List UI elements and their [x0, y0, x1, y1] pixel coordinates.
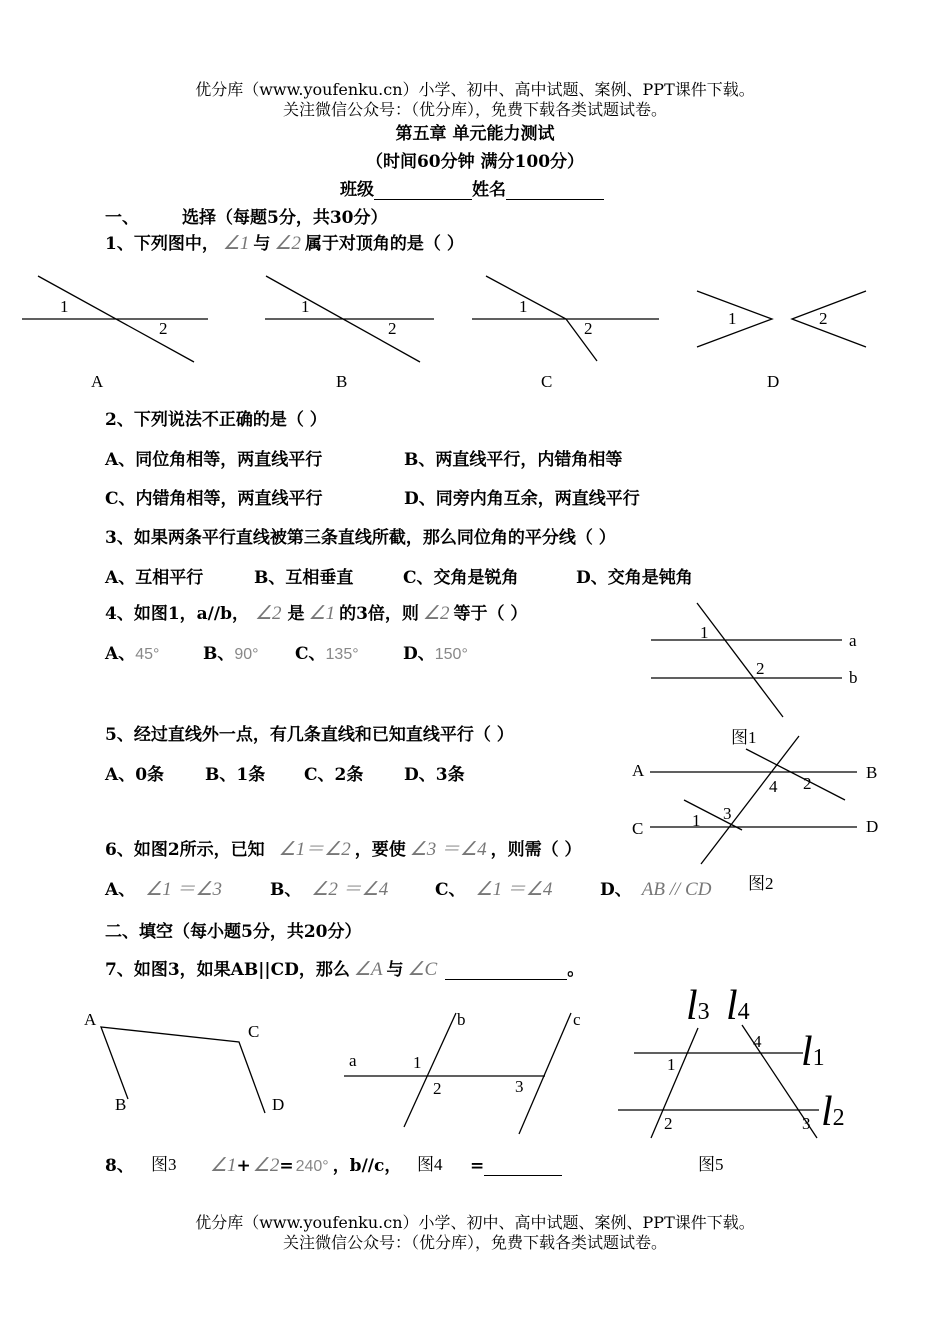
fig4-label-b: b — [457, 1010, 466, 1029]
q6-option-d-value: AB // CD — [641, 879, 712, 900]
q7-mid: 与 — [386, 960, 404, 980]
q1c-label-2: 2 — [584, 319, 593, 338]
fig1-label-1: 1 — [700, 623, 709, 642]
value-240: 240° — [295, 1158, 329, 1175]
q4-post: 等于（ ） — [453, 604, 528, 624]
fig2-caption: 图2 — [748, 874, 774, 893]
fig2-transversal — [701, 736, 799, 864]
q1-pre: 1、下列图中， — [105, 234, 219, 254]
angle-2-symbol: ∠2 — [254, 603, 282, 624]
q7-end: 。 — [567, 960, 585, 980]
q1a-label-1: 1 — [60, 297, 69, 316]
q3-stem: 3、如果两条平行直线被第三条直线所截，那么同位角的平分线（ ） — [105, 528, 616, 548]
fig5-caption: 图5 — [698, 1155, 724, 1174]
q6-option-c[interactable]: C、 ∠1 ＝∠4 — [435, 879, 553, 900]
name-label: 姓名 — [472, 180, 506, 200]
q8-answer: = — [470, 1156, 562, 1176]
q2-stem: 2、下列说法不正确的是（ ） — [105, 410, 327, 430]
q6-option-d[interactable]: D、 AB // CD — [600, 879, 712, 900]
fig3-caption: 图3 — [151, 1155, 177, 1174]
section1-label: 一、 — [105, 208, 139, 228]
page-title: 第五章 单元能力测试 — [395, 124, 555, 144]
fig1-label-b: b — [849, 668, 858, 687]
fig5-label-l1: l1 — [801, 1029, 825, 1075]
q1d-right-angle — [792, 291, 866, 347]
fig5-label-2: 2 — [664, 1114, 673, 1133]
q6-option-c-value: ∠1 ＝∠4 — [475, 879, 553, 900]
q1b-label-1: 1 — [301, 297, 310, 316]
q4-option-a[interactable]: A、45° — [105, 644, 160, 664]
fig4-label-1: 1 — [413, 1053, 422, 1072]
header-line-1: 优分库（www.youfenku.cn）小学、初中、高中试题、案例、PPT课件下载。 — [195, 80, 755, 99]
q1-post: 属于对顶角的是（ ） — [304, 234, 464, 254]
class-label: 班级 — [340, 180, 374, 200]
q5-option-c[interactable]: C、2条 — [304, 765, 364, 785]
q8-mid: ，b//c， — [332, 1156, 402, 1176]
q6-mid: ，要使 — [354, 840, 406, 860]
fig1-label-2: 2 — [756, 659, 765, 678]
q6-option-a[interactable]: A、 ∠1 ＝∠3 — [105, 879, 223, 900]
value-135: 135° — [325, 646, 359, 663]
q3-option-c[interactable]: C、交角是锐角 — [403, 568, 519, 588]
q4-pre: 4、如图1，a//b， — [105, 604, 249, 624]
q2-option-c[interactable]: C、内错角相等，两直线平行 — [105, 489, 323, 509]
q5-stem: 5、经过直线外一点，有几条直线和已知直线平行（ ） — [105, 725, 514, 745]
q5-option-b[interactable]: B、1条 — [205, 765, 266, 785]
fig1-caption: 图1 — [731, 728, 757, 747]
footer-line-1: 优分库（www.youfenku.cn）小学、初中、高中试题、案例、PPT课件下载。 — [195, 1213, 755, 1232]
q1-option-a[interactable]: A — [91, 372, 104, 391]
q4-mid1: 是 — [287, 604, 305, 624]
fig2-bisector-top — [746, 749, 845, 800]
q2-option-b[interactable]: B、两直线平行，内错角相等 — [404, 450, 623, 470]
angle-2-symbol: ∠2 — [422, 603, 450, 624]
fig5-label-1: 1 — [667, 1055, 676, 1074]
fig5-line-l3 — [651, 1028, 698, 1138]
fig2-label-2: 2 — [803, 774, 812, 793]
q6-option-b[interactable]: B、 ∠2 ＝∠4 — [270, 879, 389, 900]
angle-1-symbol: ∠1 — [210, 1155, 237, 1176]
q2-option-d[interactable]: D、同旁内角互余，两直线平行 — [404, 489, 640, 509]
q3-option-a[interactable]: A、互相平行 — [105, 568, 204, 588]
section1-title: 选择（每题5分，共30分） — [182, 208, 388, 228]
q3-option-d[interactable]: D、交角是钝角 — [576, 568, 693, 588]
fig4-caption: 图4 — [417, 1155, 443, 1174]
q1-option-c[interactable]: C — [541, 372, 553, 391]
section2-title: 二、填空（每小题5分，共20分） — [105, 922, 362, 942]
fig3-label-D: D — [272, 1095, 285, 1114]
q4-option-b[interactable]: B、90° — [203, 644, 259, 664]
fig4-label-3: 3 — [515, 1077, 524, 1096]
q6-option-b-value: ∠2 ＝∠4 — [311, 879, 389, 900]
value-45: 45° — [135, 646, 160, 663]
fig2-label-A: A — [632, 761, 645, 780]
angle-c-symbol: ∠C — [407, 959, 438, 980]
fig3-label-A: A — [84, 1010, 97, 1029]
value-150: 150° — [434, 646, 468, 663]
q2-option-a[interactable]: A、同位角相等，两直线平行 — [105, 450, 323, 470]
fig2-label-3: 3 — [723, 804, 732, 823]
fig4-label-c: c — [573, 1010, 581, 1029]
fig5-label-l2: l2 — [821, 1089, 845, 1135]
angle-a-symbol: ∠A — [353, 959, 383, 980]
q1d-label-1: 1 — [728, 309, 737, 328]
q6-condition-1: ∠1＝∠2 — [278, 839, 351, 860]
q8-plus: + — [236, 1156, 251, 1176]
q5-option-a[interactable]: A、0条 — [105, 765, 165, 785]
fig5-label-l4: l4 — [726, 983, 750, 1029]
fig3-label-C: C — [248, 1022, 260, 1041]
fig2-label-C: C — [632, 819, 644, 838]
footer-line-2: 关注微信公众号：（优分库），免费下载各类试题试卷。 — [282, 1233, 667, 1252]
fig4-line-b — [404, 1013, 456, 1127]
q1b-label-2: 2 — [388, 319, 397, 338]
q8-equals: = — [279, 1156, 294, 1176]
fig5-label-l3: l3 — [686, 983, 710, 1029]
q7-answer-blank[interactable] — [445, 961, 567, 980]
fig2-label-1: 1 — [692, 811, 701, 830]
fig2-label-4: 4 — [769, 777, 778, 796]
header-line-2: 关注微信公众号：（优分库），免费下载各类试题试卷。 — [282, 100, 667, 119]
value-90: 90° — [234, 646, 259, 663]
q1d-label-2: 2 — [819, 309, 828, 328]
fig2-label-B: B — [866, 763, 878, 782]
q6-condition-2: ∠3 ＝∠4 — [409, 839, 487, 860]
fig3-label-B: B — [115, 1095, 127, 1114]
fig4-label-2: 2 — [433, 1079, 442, 1098]
q4-stem — [105, 604, 527, 624]
fig4-line-c — [519, 1013, 571, 1134]
q1a-label-2: 2 — [159, 319, 168, 338]
fig1-label-a: a — [849, 631, 857, 650]
fig2-label-D: D — [866, 817, 879, 836]
q7-stem — [105, 960, 584, 980]
q4-mid2: 的3倍，则 — [339, 604, 419, 624]
q6-stem — [105, 840, 582, 860]
q4-option-c[interactable]: C、135° — [295, 644, 359, 664]
q6-post: ，则需（ ） — [490, 840, 582, 860]
fig5-label-3: 3 — [802, 1114, 811, 1133]
q5-option-d[interactable]: D、3条 — [404, 765, 465, 785]
fig1-transversal — [697, 603, 783, 717]
angle-2-symbol: ∠2 — [274, 233, 301, 254]
q7-pre: 7、如图3，如果AB||CD，那么 — [105, 960, 350, 980]
q8-pre: 8、 — [105, 1156, 134, 1176]
angle-1-symbol: ∠1 — [222, 233, 250, 254]
angle-2-symbol: ∠2 — [252, 1155, 280, 1176]
q8-answer-blank[interactable] — [484, 1157, 562, 1176]
q1-mid: 与 — [253, 234, 271, 254]
fig4-label-a: a — [349, 1051, 357, 1070]
angle-1-symbol: ∠1 — [308, 603, 336, 624]
q6-pre: 6、如图2所示，已知 — [105, 840, 265, 860]
page-subtitle: （时间60分钟 满分100分） — [365, 152, 585, 172]
q6-option-a-value: ∠1 ＝∠3 — [145, 879, 223, 900]
q3-option-b[interactable]: B、互相垂直 — [254, 568, 354, 588]
fig5-label-4: 4 — [753, 1032, 762, 1051]
q1-option-d[interactable]: D — [767, 372, 780, 391]
q8-stem — [210, 1156, 401, 1177]
q1c-label-1: 1 — [519, 297, 528, 316]
q4-option-d[interactable]: D、150° — [403, 644, 468, 664]
q1-option-b[interactable]: B — [336, 372, 348, 391]
